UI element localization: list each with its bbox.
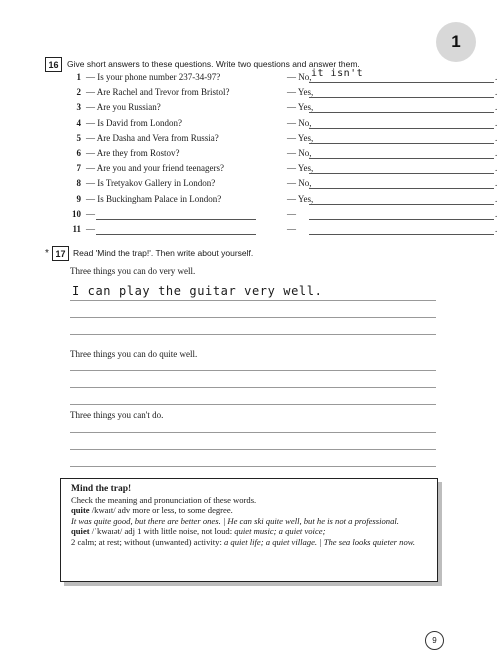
- question-text: — Is David from London?: [86, 117, 182, 128]
- question-number: 11: [72, 224, 81, 234]
- answer-period: .: [495, 178, 498, 189]
- writing-line[interactable]: [70, 449, 436, 450]
- answer-period: .: [495, 72, 498, 82]
- answer-prefix: — No,: [287, 148, 312, 158]
- answer-prefix: —: [287, 208, 296, 219]
- question-number: 2: [76, 87, 81, 98]
- answer-prefix: — No,: [287, 178, 312, 189]
- trap-title: Mind the trap!: [71, 484, 132, 494]
- question-text: — Are they from Rostov?: [86, 148, 180, 158]
- unit-badge: 1: [436, 22, 476, 62]
- exercise-17-instruction: Read 'Mind the trap!'. Then write about yourself.: [73, 248, 254, 258]
- example-quite: It was quite good, but there are better ones. | He can ski quite well, but he is not a professional.: [71, 515, 399, 526]
- writing-line[interactable]: [70, 370, 436, 371]
- question-row: [65, 148, 498, 163]
- exercise-17-number: 17: [52, 246, 69, 261]
- answer-prefix: — Yes,: [287, 193, 314, 204]
- exercise-16-number: 16: [45, 57, 62, 72]
- question-number: 8: [76, 178, 81, 189]
- question-text: — Is Buckingham Palace in London?: [86, 193, 222, 204]
- star-marker: *: [45, 248, 49, 259]
- question-number: 3: [76, 102, 81, 113]
- writing-line[interactable]: [70, 432, 436, 433]
- example-quiet-1: quiet music; a quiet voice;: [234, 526, 326, 537]
- question-blank[interactable]: [96, 219, 256, 220]
- headword-quite: quite: [71, 505, 90, 516]
- question-number: 5: [76, 132, 81, 143]
- question-blank[interactable]: [96, 234, 256, 235]
- answer-period: .: [495, 163, 498, 174]
- handwritten-answer: it isn't: [311, 68, 364, 79]
- handwritten-answer: I can play the guitar very well.: [72, 284, 323, 298]
- mind-the-trap-box: [60, 478, 438, 582]
- writing-line[interactable]: [70, 387, 436, 388]
- answer-blank[interactable]: [309, 112, 494, 113]
- prompt-cant-do: Three things you can't do.: [70, 410, 164, 420]
- answer-period: .: [495, 148, 498, 158]
- exercise-16-instruction: Give short answers to these questions. Write two questions and answer them.: [67, 59, 360, 69]
- answer-blank[interactable]: [309, 234, 494, 235]
- question-text: —: [86, 224, 95, 234]
- question-row: [65, 68, 498, 87]
- definition-quiet-1: /ˈkwaɪət/ adj 1 with little noise, not loud:: [89, 526, 235, 537]
- answer-blank[interactable]: [309, 128, 494, 129]
- page-number: 9: [425, 631, 444, 650]
- answer-prefix: —: [287, 224, 296, 234]
- question-number: 9: [76, 193, 81, 204]
- answer-period: .: [495, 117, 498, 128]
- answer-period: .: [495, 132, 498, 143]
- answer-blank[interactable]: [309, 143, 494, 144]
- answer-period: .: [495, 102, 498, 113]
- question-row: [65, 163, 498, 178]
- question-number: 10: [72, 208, 81, 219]
- writing-line[interactable]: [70, 300, 436, 301]
- trap-quiet-entry: [71, 526, 427, 537]
- answer-blank[interactable]: [309, 158, 494, 159]
- example-quiet-2: a quiet life; a quiet village. | The sea looks quieter now.: [223, 536, 415, 547]
- answer-period: .: [495, 87, 498, 98]
- question-number: 7: [76, 163, 81, 174]
- question-row: [65, 117, 498, 133]
- prompt-very-well: Three things you can do very well.: [70, 266, 196, 276]
- answer-blank[interactable]: [309, 219, 494, 220]
- question-row: [65, 102, 498, 117]
- answer-blank[interactable]: [309, 188, 494, 189]
- question-text: — Are Rachel and Trevor from Bristol?: [86, 87, 230, 98]
- question-number: 4: [76, 117, 81, 128]
- question-number: 1: [76, 72, 81, 82]
- question-text: — Is your phone number 237-34-97?: [86, 72, 221, 82]
- answer-prefix: — No,: [287, 72, 312, 82]
- trap-quiet-entry-2: [71, 537, 427, 548]
- headword-quiet: quiet: [71, 526, 90, 537]
- answer-blank[interactable]: [309, 82, 494, 83]
- question-text: — Is Tretyakov Gallery in London?: [86, 178, 216, 189]
- answer-prefix: — Yes,: [287, 163, 314, 174]
- question-text: — Are you and your friend teenagers?: [86, 163, 224, 174]
- question-row: [65, 132, 498, 148]
- question-row: [65, 208, 498, 224]
- writing-line[interactable]: [70, 317, 436, 318]
- answer-prefix: — No,: [287, 117, 312, 128]
- answer-prefix: — Yes,: [287, 132, 314, 143]
- answer-blank[interactable]: [309, 97, 494, 98]
- question-text: — Are you Russian?: [86, 102, 161, 113]
- question-number: 6: [76, 148, 81, 158]
- answer-period: .: [495, 224, 498, 234]
- writing-line[interactable]: [70, 334, 436, 335]
- answer-blank[interactable]: [309, 173, 494, 174]
- answer-prefix: — Yes,: [287, 87, 314, 98]
- answer-period: .: [495, 208, 498, 219]
- writing-line[interactable]: [70, 404, 436, 405]
- question-row: [65, 87, 498, 102]
- answer-period: .: [495, 193, 498, 204]
- trap-quite-entry: [71, 505, 427, 516]
- question-text: —: [86, 208, 95, 219]
- question-row: [65, 178, 498, 193]
- trap-quite-example: [71, 516, 427, 527]
- prompt-quite-well: Three things you can do quite well.: [70, 349, 198, 359]
- question-row: [65, 193, 498, 209]
- answer-blank[interactable]: [309, 204, 494, 205]
- definition-quiet-2: 2 calm; at rest; without (unwanted) activity:: [71, 536, 224, 547]
- definition-quite: /kwaɪt/ adv more or less, to some degree.: [89, 505, 233, 516]
- question-row: [65, 224, 498, 239]
- answer-prefix: — Yes,: [287, 102, 314, 113]
- question-text: — Are Dasha and Vera from Russia?: [86, 132, 219, 143]
- writing-line[interactable]: [70, 466, 436, 467]
- trap-intro: Check the meaning and pronunciation of these words.: [71, 494, 257, 505]
